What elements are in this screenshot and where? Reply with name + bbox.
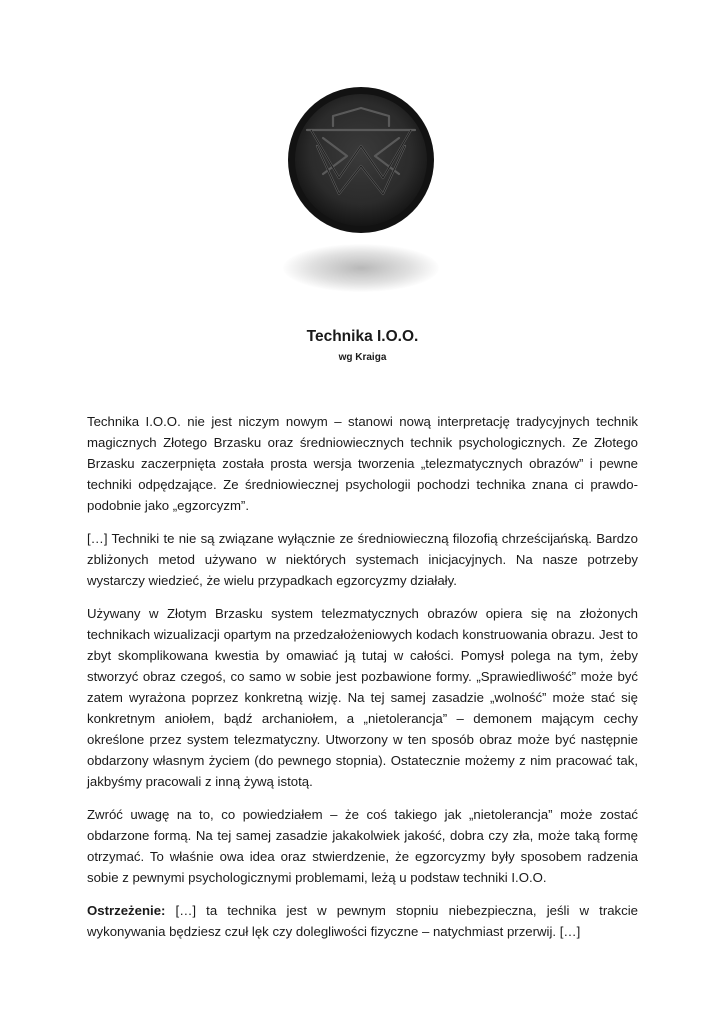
warning-text: […] ta technika jest w pewnym stopniu niebezpieczna, jeśli w trakcie wykonywania będziesz czuł lęk czy dolegliwości fizyczne – natychmiast przerwij. […]	[87, 903, 638, 939]
warning-label: Ostrzeżenie:	[87, 903, 166, 918]
paragraph: […] Techniki te nie są związane wyłącznie ze średniowieczną filozofią chrześcijańską. Bardzo zbliżonych metod używano w niektórych systemach inicjacyjnych. Na nasze potrzeby wystarczy wiedzieć, że wielu przypadkach egzorcyzmy działały.	[87, 531, 638, 588]
circular-sigil-logo-icon	[287, 86, 435, 234]
logo-shadow	[283, 244, 439, 292]
paragraph: Zwróć uwagę na to, co powiedziałem – że coś takiego jak „nietolerancja” może zostać obdarzone formą. Na tej samej zasadzie jakakolwiek jakość, dobra czy zła, może taką formę otrzymać. To właśnie owa idea oraz stwierdzenie, że egzorcyzmy były sposobem radzenia sobie z pewnymi psychologicznymi problemami, leżą u podstaw techniki I.O.O.	[87, 807, 638, 885]
body-text	[87, 411, 638, 954]
paragraph: Technika I.O.O. nie jest niczym nowym – stanowi nową interpretację tradycyjnych technik magicznych Złotego Brzasku oraz średniowiecznych technik psychologicznych. Ze Złotego Brzasku zaczerpnięta została prosta wersja tworzenia „telezmatycznych obrazów” i pewne techniki odpędzające. Ze średniowiecznej psychologii pochodzi technika znana ci prawdopodobnie jako „egzorcyzm”.	[87, 414, 638, 513]
page-subtitle: wg Kraiga	[338, 352, 387, 363]
warning-paragraph	[87, 900, 638, 942]
page-title: Technika I.O.O.	[306, 328, 419, 345]
paragraph: Używany w Złotym Brzasku system telezmatycznych obrazów opiera się na złożonych technikach wizualizacji opartym na przedzałożeniowych kodach konstruowania obrazu. Jest to zbyt skomplikowana kwestia by omawiać ją tutaj w całości. Pomysł polega na tym, żeby stworzyć obraz czegoś, co samo w sobie jest pozbawione formy. „Sprawiedliwość” może być zatem wyrażona poprzez konkretną wizję. Na tej samej zasadzie „wolność” może stać się konkretnym aniołem, bądź archaniołem, a „nietolerancja” – demonem mającym cechy określone przez system telezmatyczny. Utworzony w ten sposób obraz może być następnie obdarzony własnym życiem (do pewnego stopnia). Ostatecznie możemy z nim pracować tak, jakbyśmy pracowali z inną żywą istotą.	[87, 606, 638, 789]
